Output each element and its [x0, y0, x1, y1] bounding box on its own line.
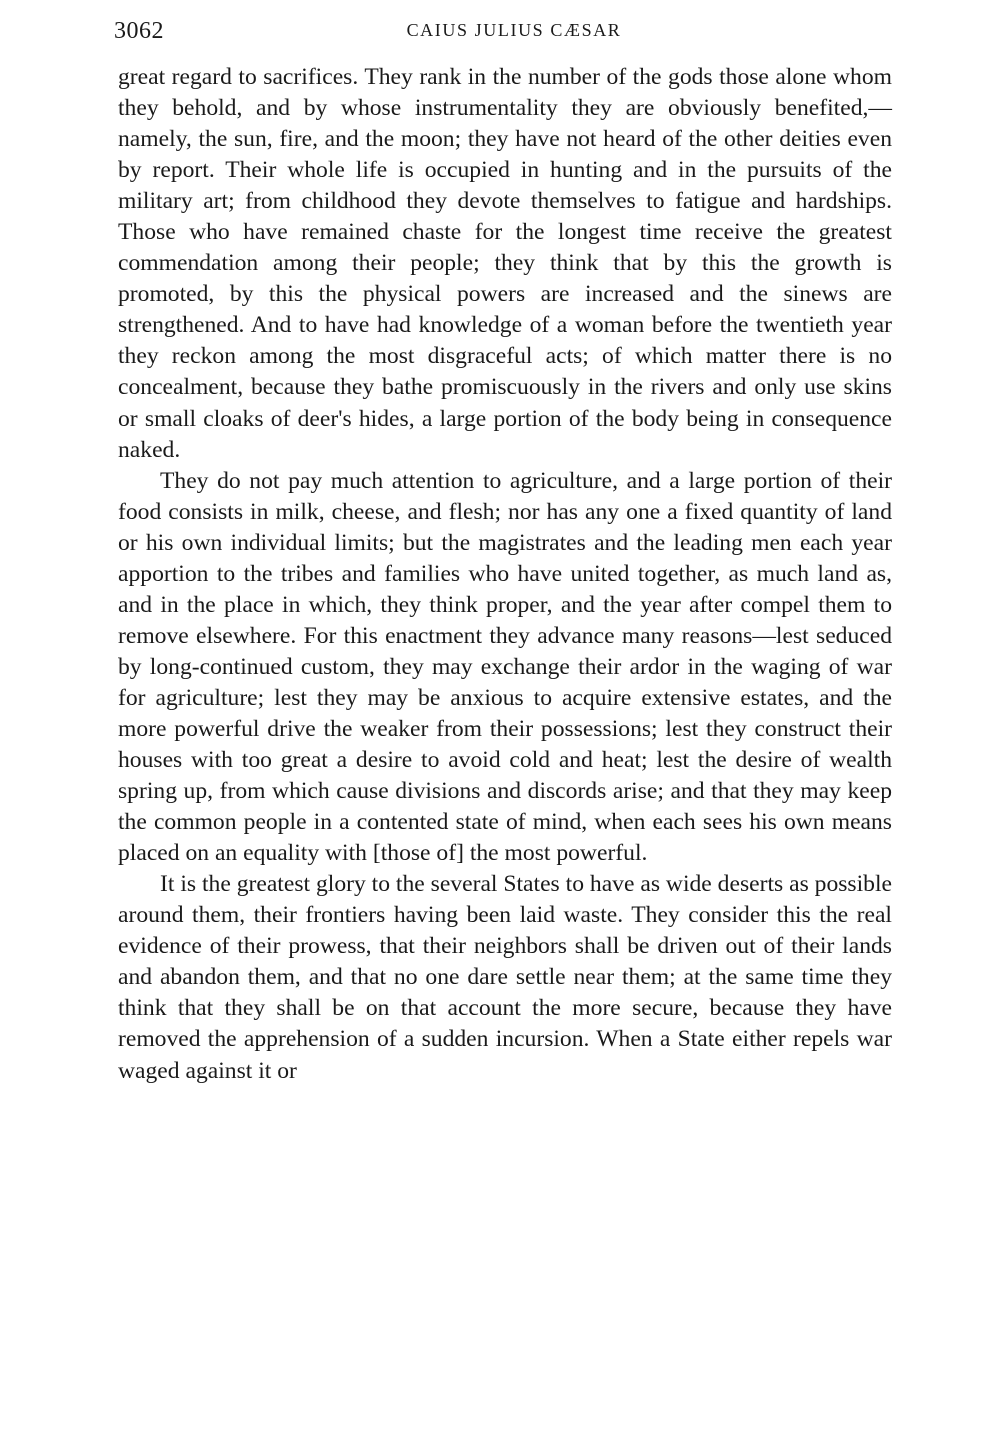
paragraph-continuation: great regard to sacrifices. They rank in the number of the gods those alone whom they behold, and by whose instrumentality they are obviously benefited,—namely, the sun, fire, and the moon; they have not heard of the other deities even by report. Their whole life is occupied in hunting and in the pursuits of the military art; from childhood they devote themselves to fatigue and hardships. Those who have remained chaste for the longest time receive the greatest commendation among their people; they think that by this the growth is promoted, by this the physical powers are increased and the sinews are strengthened. And to have had knowledge of a woman before the twentieth year they reckon among the most disgraceful acts; of which matter there is no concealment, because they bathe promiscuously in the rivers and only use skins or small cloaks of deer's hides, a large portion of the body being in consequence naked.: [118, 64, 892, 463]
body-text: [118, 62, 892, 1087]
running-title: CAIUS JULIUS CÆSAR: [406, 20, 622, 40]
paragraph-glory-of-states: It is the greatest glory to the several States to have as wide deserts as possible around them, their frontiers having been laid waste. They consider this the real evidence of their prowess, that their neighbors shall be driven out of their lands and abandon them, and that no one dare settle near them; at the same time they think that they shall be on that account the more secure, because they have removed the apprehension of a sudden incursion. When a State either repels war waged against it or: [118, 871, 892, 1084]
page-number: 3062: [114, 18, 164, 44]
paragraph-agriculture: They do not pay much attention to agriculture, and a large portion of their food consists in milk, cheese, and flesh; nor has any one a fixed quantity of land or his own individual limits; but the magistrates and the leading men each year apportion to the tribes and families who have united together, as much land as, and in the place in which, they think proper, and the year after compel them to remove elsewhere. For this enactment they advance many reasons—lest seduced by long-continued custom, they may exchange their ardor in the waging of war for agriculture; lest they may be anxious to acquire extensive estates, and the more powerful drive the weaker from their possessions; lest they construct their houses with too great a desire to avoid cold and heat; lest the desire of wealth spring up, from which cause divisions and discords arise; and that they may keep the common people in a contented state of mind, when each sees his own means placed on an equality with [those of] the most powerful.: [118, 467, 892, 867]
page-header: [114, 14, 894, 50]
